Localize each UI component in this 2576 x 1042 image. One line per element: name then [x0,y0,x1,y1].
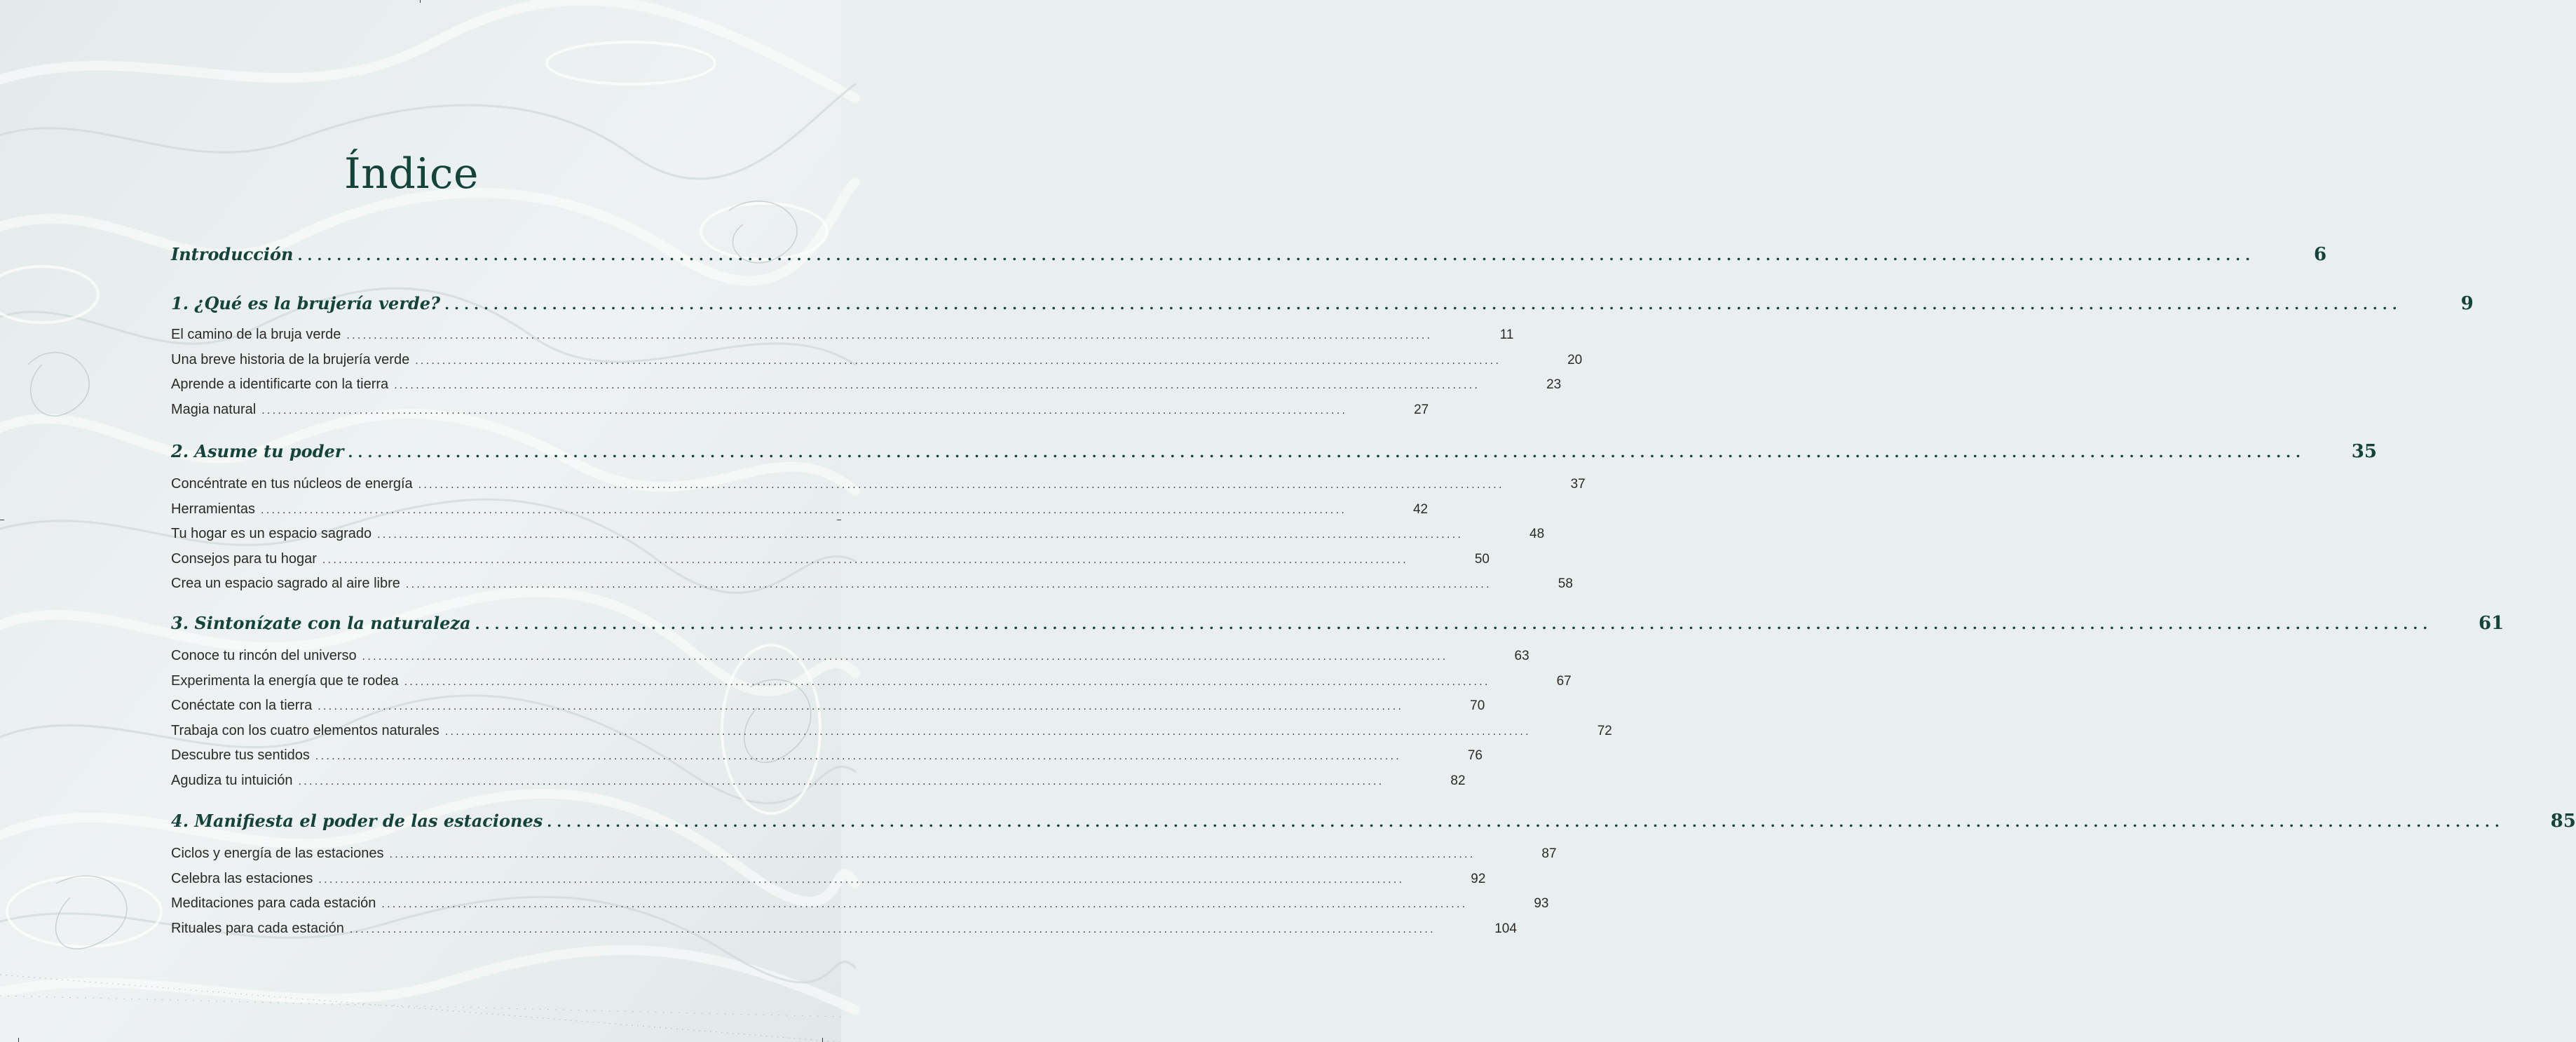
toc-section-entry [171,648,1529,669]
dot-leader: ........................................................................................................................................................................................................ [362,651,1448,663]
crop-mark [420,0,421,3]
dot-leader: ........................................................................................................................................................................................................ [415,355,1501,367]
toc-page-number: 35 [2351,441,2377,462]
toc-section-entry [171,747,1483,769]
toc-entry-title: 1. ¿Qué es la brujería verde? [171,293,441,313]
dot-leader: ........................................................................................................................................................................................................ [444,726,1531,738]
toc-entry-title: Crea un espacio sagrado al aire libre [171,576,400,591]
dot-leader: ........................................................................................................................................................................................................ [389,848,1476,860]
toc-entry-title: Aprende a identificarte con la tierra [171,377,389,392]
toc-page-number: 70 [1470,698,1485,713]
page-title: Índice [343,149,479,198]
toc-section-entry [171,673,1572,694]
dot-leader: ........................................................................................................................................................................................................ [297,247,2256,264]
toc-chapter-entry [171,441,2377,469]
toc-entry-title: Introducción [171,244,294,264]
toc-page-number: 76 [1467,748,1483,763]
crop-mark [822,1038,823,1042]
toc-section-entry [171,402,1429,423]
toc-section-entry [171,921,1517,942]
dot-leader: ........................................................................................................................................................................................................ [261,504,1347,516]
toc-page-number: 85 [2550,811,2576,832]
dot-leader: ........................................................................................................................................................................................................ [322,554,1408,566]
toc-entry-title: 2. Asume tu poder [171,441,344,461]
toc-page-number: 50 [1474,552,1490,567]
toc-section-entry [171,846,1557,867]
toc-section-entry [171,327,1514,348]
toc-section-entry [171,377,1562,398]
toc-section-entry [171,551,1490,572]
toc-entry-title: Una breve historia de la brujería verde [171,352,410,367]
toc-page-number: 48 [1529,527,1545,541]
toc-section-entry [171,698,1485,719]
dot-leader: ........................................................................................................................................................................................................ [349,923,1436,935]
toc-entry-title: Consejos para tu hogar [171,551,317,567]
toc-section-entry [171,576,1573,597]
toc-chapter-entry [171,293,2474,321]
dot-leader: ........................................................................................................................................................................................................ [475,616,2433,632]
toc-chapter-entry [171,244,2327,272]
toc-entry-title: Conoce tu rincón del universo [171,648,357,663]
dot-leader: ........................................................................................................................................................................................................ [405,578,1492,590]
toc-section-entry [171,526,1545,547]
toc-section-entry [171,871,1486,892]
toc-page-number: 58 [1558,576,1573,591]
dot-leader: ........................................................................................................................................................................................................ [261,405,1348,417]
toc-page-number: 37 [1570,477,1586,492]
toc-entry-title: Magia natural [171,402,257,417]
toc-page-number: 63 [1514,649,1529,663]
crop-mark [18,1038,19,1042]
toc-entry-title: Herramientas [171,501,256,517]
toc-chapter-entry [171,613,2505,641]
toc-entry-title: 4. Manifiesta el poder de las estaciones [171,811,543,831]
dot-leader: ........................................................................................................................................................................................................ [318,701,1404,712]
toc-page-number: 42 [1412,502,1429,517]
toc-page-number: 82 [1450,773,1466,788]
dot-leader: ........................................................................................................................................................................................................ [318,874,1405,886]
dot-leader: ........................................................................................................................................................................................................ [547,813,2505,830]
toc-page-number: 104 [1494,921,1517,936]
dot-leader: ........................................................................................................................................................................................................ [418,479,1504,491]
toc-entry-title: Trabaja con los cuatro elementos naturales [171,723,439,738]
dot-leader: ........................................................................................................................................................................................................ [444,296,2402,313]
toc-page-number: 72 [1597,724,1612,738]
dot-leader: ........................................................................................................................................................................................................ [394,379,1480,391]
toc-page-number: 87 [1541,846,1557,861]
dot-leader: ........................................................................................................................................................................................................ [381,898,1468,910]
toc-section-entry [171,723,1612,744]
toc-page-number: 9 [2460,293,2474,314]
toc-section-entry [171,476,1586,497]
toc-entry-title: Concéntrate en tus núcleos de energía [171,476,413,492]
toc-entry-title: Conéctate con la tierra [171,698,313,713]
toc-entry-title: Descubre tus sentidos [171,747,310,763]
toc-page-number: 20 [1567,353,1583,367]
dot-leader: ........................................................................................................................................................................................................ [315,750,1401,762]
toc-page-number: 92 [1471,872,1486,886]
toc-section-entry [171,352,1583,373]
toc-entry-title: Ciclos y energía de las estaciones [171,846,384,861]
toc-entry-title: Rituales para cada estación [171,921,344,936]
dot-leader: ........................................................................................................................................................................................................ [298,776,1384,787]
toc-section-entry [171,501,1429,522]
toc-entry-title: Tu hogar es un espacio sagrado [171,526,372,541]
toc-entry-title: Celebra las estaciones [171,871,313,886]
toc-page-number: 93 [1534,896,1549,911]
dot-leader: ........................................................................................................................................................................................................ [346,330,1433,341]
toc-page-number: 6 [2313,244,2327,265]
dot-leader: ........................................................................................................................................................................................................ [404,676,1490,688]
toc-entry-title: Agudiza tu intuición [171,773,293,788]
toc-page-number: 11 [1499,327,1514,342]
toc-section-entry [171,895,1549,916]
toc-entry-title: Meditaciones para cada estación [171,895,376,911]
toc-page-number: 67 [1556,674,1572,689]
dot-leader: ........................................................................................................................................................................................................ [377,529,1464,541]
dot-leader: ........................................................................................................................................................................................................ [348,444,2305,461]
toc-entry-title: 3. Sintonízate con la naturaleza [171,613,471,633]
toc-chapter-entry [171,811,2576,839]
toc-page-number: 23 [1546,377,1562,392]
toc-entry-title: El camino de la bruja verde [171,327,341,342]
toc-entry-title: Experimenta la energía que te rodea [171,673,399,689]
toc-page-number: 61 [2479,613,2505,634]
toc-section-entry [171,773,1466,794]
toc-page-number: 27 [1414,402,1429,417]
